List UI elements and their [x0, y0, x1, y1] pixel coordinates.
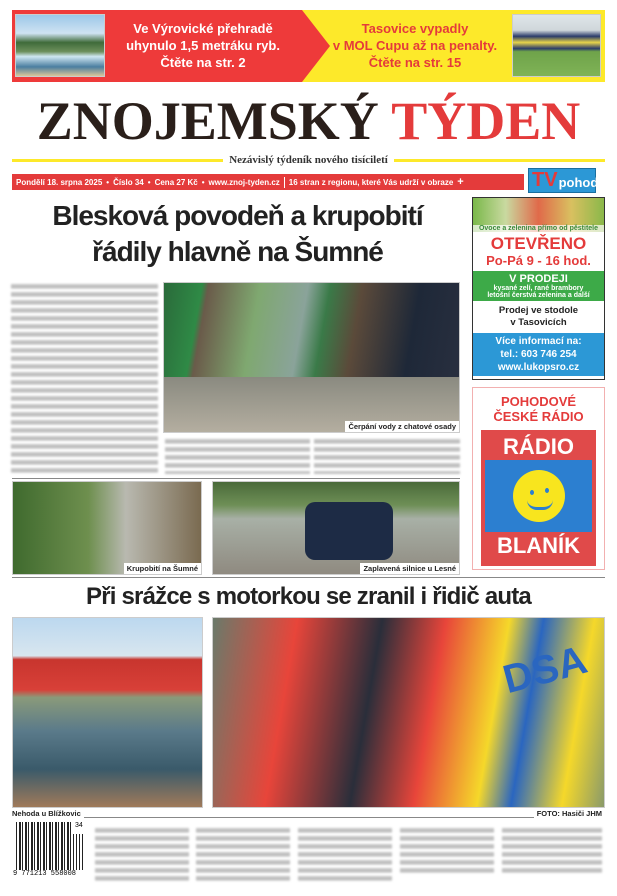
- ad-farm-phone: tel.: 603 746 254: [500, 349, 577, 360]
- teaser-banner: [12, 10, 605, 82]
- slogan: 16 stran z regionu, které Vás udrží v obraze: [288, 177, 454, 187]
- photo-credit: FOTO: Hasiči JHM: [534, 808, 605, 819]
- divider: [394, 159, 605, 162]
- photo-rescue-helicopter: [212, 617, 605, 808]
- barcode: [13, 822, 85, 882]
- barcode-digits: 9 771213 558008: [13, 870, 77, 878]
- barcode-issue: 34: [75, 822, 83, 829]
- tagline-text: Nezávislý týdeník nového tisíciletí: [229, 154, 388, 166]
- lead-article-text: [314, 436, 460, 474]
- teaser-photo-dam: [15, 14, 105, 77]
- ad-farm-tagline: Ovoce a zelenina přímo od pěstitele: [473, 225, 604, 232]
- ad-radio-slogan: POHODOVÉ: [500, 394, 577, 409]
- ad-farm-place: v Tasovicích: [510, 317, 567, 328]
- ad-farm-info: Více informací na:: [495, 336, 582, 347]
- lead-headline: [10, 198, 465, 270]
- plus-icon: +: [457, 176, 464, 188]
- masthead-title: ZNOJEMSKÝ TÝDEN: [36, 91, 581, 151]
- second-article-text: [95, 825, 189, 881]
- ad-radio-blanik[interactable]: [472, 387, 605, 570]
- lead-article-text: [165, 436, 310, 474]
- teaser-line: Čtěte na str. 2: [160, 55, 246, 70]
- info-bar: Pondělí 18. srpna 2025 • Číslo 34 • Cena 27 Kč • www.znoj-tyden.cz 16 stran z regionu, které Vás udrží v obraze +: [12, 174, 524, 190]
- ad-farm-place: Prodej ve stodole: [498, 305, 579, 316]
- photo-caption: Zaplavená silnice u Lesné: [360, 563, 459, 574]
- issue-price: Cena 27 Kč: [154, 177, 198, 187]
- lead-headline-line: Blesková povodeň a krupobití: [52, 200, 423, 231]
- ad-farm[interactable]: [472, 197, 605, 380]
- photo-caption: Čerpání vody z chatové osady: [345, 421, 459, 432]
- divider: [12, 478, 460, 479]
- second-article-text: [298, 825, 392, 881]
- ad-farm-web: www.lukopsro.cz: [497, 362, 580, 373]
- tv-pohoda-logo: TV pohoda: [528, 168, 596, 193]
- lead-headline-line: řádily hlavně na Šumné: [92, 236, 383, 267]
- ad-radio-name: BLANÍK: [496, 533, 581, 558]
- photo-caption: Krupobití na Šumné: [124, 563, 201, 574]
- teaser-line: Ve Výrovické přehradě: [133, 21, 273, 36]
- teaser-photo-football: [512, 14, 601, 77]
- teaser-left[interactable]: [108, 20, 298, 71]
- second-article-text: [196, 825, 290, 881]
- ad-radio-name: RÁDIO: [503, 434, 574, 459]
- website-link[interactable]: www.znoj-tyden.cz: [208, 177, 280, 187]
- lead-photo-flood: [163, 282, 460, 433]
- ad-farm-sale-line: letošní čerstvá zelenina a další: [487, 292, 590, 299]
- ad-farm-sale-title: V PRODEJI: [509, 273, 568, 285]
- second-article-text: [400, 825, 494, 875]
- lead-article-text: [11, 281, 158, 475]
- second-article-text: [502, 825, 602, 875]
- teaser-line: uhynulo 1,5 metráku ryb.: [126, 38, 280, 53]
- photo-caption: Nehoda u Blížkovic: [12, 808, 84, 819]
- teaser-right[interactable]: [318, 20, 512, 71]
- helicopter-lettering: DSA: [498, 637, 592, 703]
- sun-logo-icon: [485, 460, 592, 532]
- teaser-line: Tasovice vypadly: [361, 21, 469, 36]
- issue-date: Pondělí 18. srpna 2025: [16, 177, 103, 187]
- masthead-tagline: [12, 153, 605, 167]
- caption-bar: [12, 808, 605, 818]
- issue-number: Číslo 34: [113, 177, 144, 187]
- teaser-line: v MOL Cupu až na penalty.: [332, 38, 498, 53]
- ad-farm-hours: Po-Pá 9 - 16 hod.: [486, 253, 591, 268]
- ad-farm-sale-line: kysané zelí, rané brambory: [493, 285, 584, 292]
- ad-farm-open: OTEVŘENO: [490, 234, 587, 253]
- photo-crash: [12, 617, 203, 808]
- divider: [12, 159, 223, 162]
- photo-flooded-road: [212, 481, 460, 575]
- divider: [12, 577, 605, 578]
- photo-hail: [12, 481, 202, 575]
- second-headline: Při srážce s motorkou se zranil i řidič auta: [86, 583, 531, 610]
- teaser-line: Čtěte na str. 15: [368, 55, 462, 70]
- ad-radio-slogan: ČESKÉ RÁDIO: [493, 409, 584, 424]
